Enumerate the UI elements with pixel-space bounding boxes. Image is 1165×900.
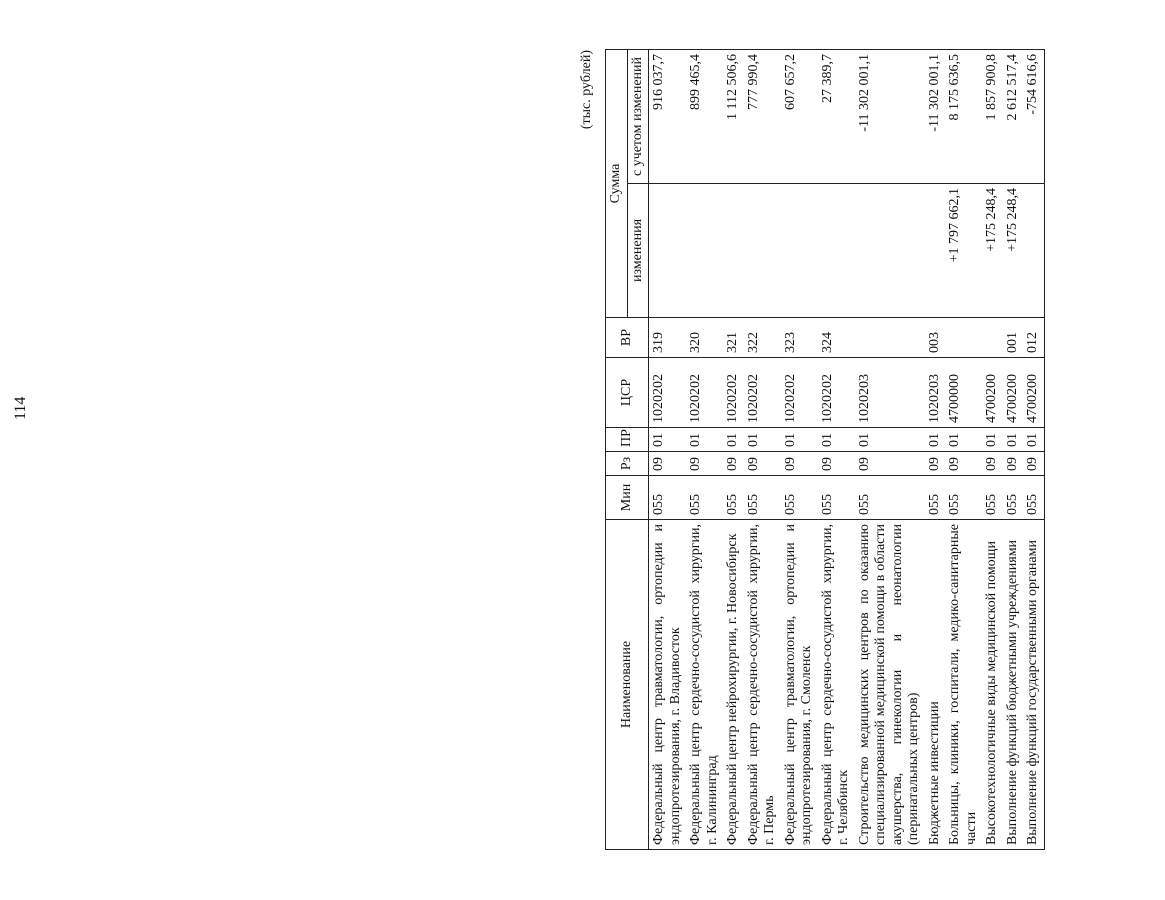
row-rz: 09	[855, 452, 925, 476]
row-csr: 1020203	[855, 358, 925, 428]
table-row	[723, 50, 744, 850]
row-pr: 01	[686, 428, 723, 452]
row-name: Федеральный центр нейрохирургии, г. Новосибирск	[723, 520, 744, 850]
header-csr: ЦСР	[606, 358, 649, 428]
row-min: 055	[686, 476, 723, 520]
row-vr: 012	[1023, 318, 1044, 358]
row-total: 777 990,4	[744, 50, 781, 184]
row-total: 8 175 636,5	[945, 50, 982, 184]
header-name: Наименование	[606, 520, 649, 850]
row-vr	[982, 318, 1003, 358]
row-rz: 09	[818, 452, 855, 476]
row-csr: 1020202	[744, 358, 781, 428]
row-rz: 09	[1003, 452, 1024, 476]
row-min: 055	[781, 476, 818, 520]
table-row	[686, 50, 723, 850]
row-csr: 1020202	[818, 358, 855, 428]
row-total: 899 465,4	[686, 50, 723, 184]
row-name: Федеральный центр сердечно-сосудистой хирургии, г. Челябинск	[818, 520, 855, 850]
table-body	[649, 50, 1045, 850]
row-vr: 321	[723, 318, 744, 358]
table-row	[781, 50, 818, 850]
row-pr: 01	[723, 428, 744, 452]
row-pr: 01	[781, 428, 818, 452]
row-change: +175 248,4	[982, 184, 1003, 318]
row-vr: 323	[781, 318, 818, 358]
row-total: 1 112 506,6	[723, 50, 744, 184]
row-name: Федеральный центр травматологии, ортопедии и эндопротезирования, г. Владивосток	[649, 520, 687, 850]
row-pr: 01	[744, 428, 781, 452]
row-name: Высокотехнологичные виды медицинской помощи	[982, 520, 1003, 850]
row-rz: 09	[982, 452, 1003, 476]
row-csr: 4700200	[1023, 358, 1044, 428]
table-row	[744, 50, 781, 850]
table-row	[855, 50, 925, 850]
row-total: 1 857 900,8	[982, 50, 1003, 184]
row-total: 916 037,7	[649, 50, 687, 184]
row-total: 607 657,2	[781, 50, 818, 184]
row-name: Больницы, клиники, госпитали, медико-санитарные части	[945, 520, 982, 850]
row-pr: 01	[818, 428, 855, 452]
row-total: -754 616,6	[1023, 50, 1044, 184]
row-vr: 319	[649, 318, 687, 358]
row-vr	[945, 318, 982, 358]
row-min: 055	[945, 476, 982, 520]
row-change: +175 248,4	[1003, 184, 1024, 318]
table-row	[1003, 50, 1024, 850]
row-pr: 01	[945, 428, 982, 452]
row-change	[1023, 184, 1044, 318]
row-min: 055	[982, 476, 1003, 520]
row-name: Выполнение функций бюджетными учреждениями	[1003, 520, 1024, 850]
header-vr: ВР	[606, 318, 649, 358]
row-pr: 01	[649, 428, 687, 452]
row-vr: 003	[925, 318, 946, 358]
row-change	[855, 184, 925, 318]
table-header	[606, 50, 649, 850]
row-min: 055	[744, 476, 781, 520]
row-total: 2 612 517,4	[1003, 50, 1024, 184]
row-pr: 01	[982, 428, 1003, 452]
row-change: +1 797 662,1	[945, 184, 982, 318]
row-vr: 322	[744, 318, 781, 358]
row-name: Федеральный центр травматологии, ортопедии и эндопротезирования, г. Смоленск	[781, 520, 818, 850]
header-min: Мин	[606, 476, 649, 520]
row-total: -11 302 001,1	[855, 50, 925, 184]
row-csr: 1020202	[686, 358, 723, 428]
row-change	[925, 184, 946, 318]
rotated-page-content	[579, 50, 1165, 850]
table-row	[925, 50, 946, 850]
row-csr: 4700200	[1003, 358, 1024, 428]
row-vr: 324	[818, 318, 855, 358]
row-csr: 4700200	[982, 358, 1003, 428]
row-total: -11 302 001,1	[925, 50, 946, 184]
row-csr: 4700000	[945, 358, 982, 428]
row-pr: 01	[1003, 428, 1024, 452]
row-pr: 01	[925, 428, 946, 452]
budget-table	[605, 49, 1045, 850]
header-with-changes: с учетом изменений	[627, 50, 649, 184]
table-row	[1023, 50, 1044, 850]
row-min: 055	[818, 476, 855, 520]
row-rz: 09	[781, 452, 818, 476]
header-pr: ПР	[606, 428, 649, 452]
row-change	[818, 184, 855, 318]
page-number: 114	[12, 396, 29, 420]
row-rz: 09	[723, 452, 744, 476]
header-changes: изменения	[627, 184, 649, 318]
row-min: 055	[1003, 476, 1024, 520]
table-row	[982, 50, 1003, 850]
row-name: Строительство медицинских центров по оказанию специализированной медицинской помощи в области акушерства, гинекологии и неонатологии (перинатальных центров)	[855, 520, 925, 850]
row-csr: 1020203	[925, 358, 946, 428]
row-total: 27 389,7	[818, 50, 855, 184]
row-change	[686, 184, 723, 318]
units-label: (тыс. рублей)	[579, 50, 594, 130]
row-csr: 1020202	[781, 358, 818, 428]
row-change	[781, 184, 818, 318]
row-rz: 09	[925, 452, 946, 476]
row-min: 055	[855, 476, 925, 520]
header-sum: Сумма	[606, 50, 628, 318]
row-min: 055	[1023, 476, 1044, 520]
row-vr: 320	[686, 318, 723, 358]
table-row	[945, 50, 982, 850]
row-rz: 09	[649, 452, 687, 476]
row-name: Федеральный центр сердечно-сосудистой хирургии, г. Пермь	[744, 520, 781, 850]
row-vr: 001	[1003, 318, 1024, 358]
row-pr: 01	[855, 428, 925, 452]
row-name: Федеральный центр сердечно-сосудистой хирургии, г. Калининград	[686, 520, 723, 850]
row-name: Выполнение функций государственными органами	[1023, 520, 1044, 850]
header-rz: Рз	[606, 452, 649, 476]
row-csr: 1020202	[723, 358, 744, 428]
row-min: 055	[723, 476, 744, 520]
table-row	[818, 50, 855, 850]
row-rz: 09	[945, 452, 982, 476]
row-change	[649, 184, 687, 318]
row-csr: 1020202	[649, 358, 687, 428]
row-min: 055	[649, 476, 687, 520]
row-min: 055	[925, 476, 946, 520]
row-rz: 09	[744, 452, 781, 476]
row-vr	[855, 318, 925, 358]
row-change	[723, 184, 744, 318]
row-rz: 09	[686, 452, 723, 476]
row-pr: 01	[1023, 428, 1044, 452]
row-change	[744, 184, 781, 318]
table-row	[649, 50, 687, 850]
row-rz: 09	[1023, 452, 1044, 476]
row-name: Бюджетные инвестиции	[925, 520, 946, 850]
